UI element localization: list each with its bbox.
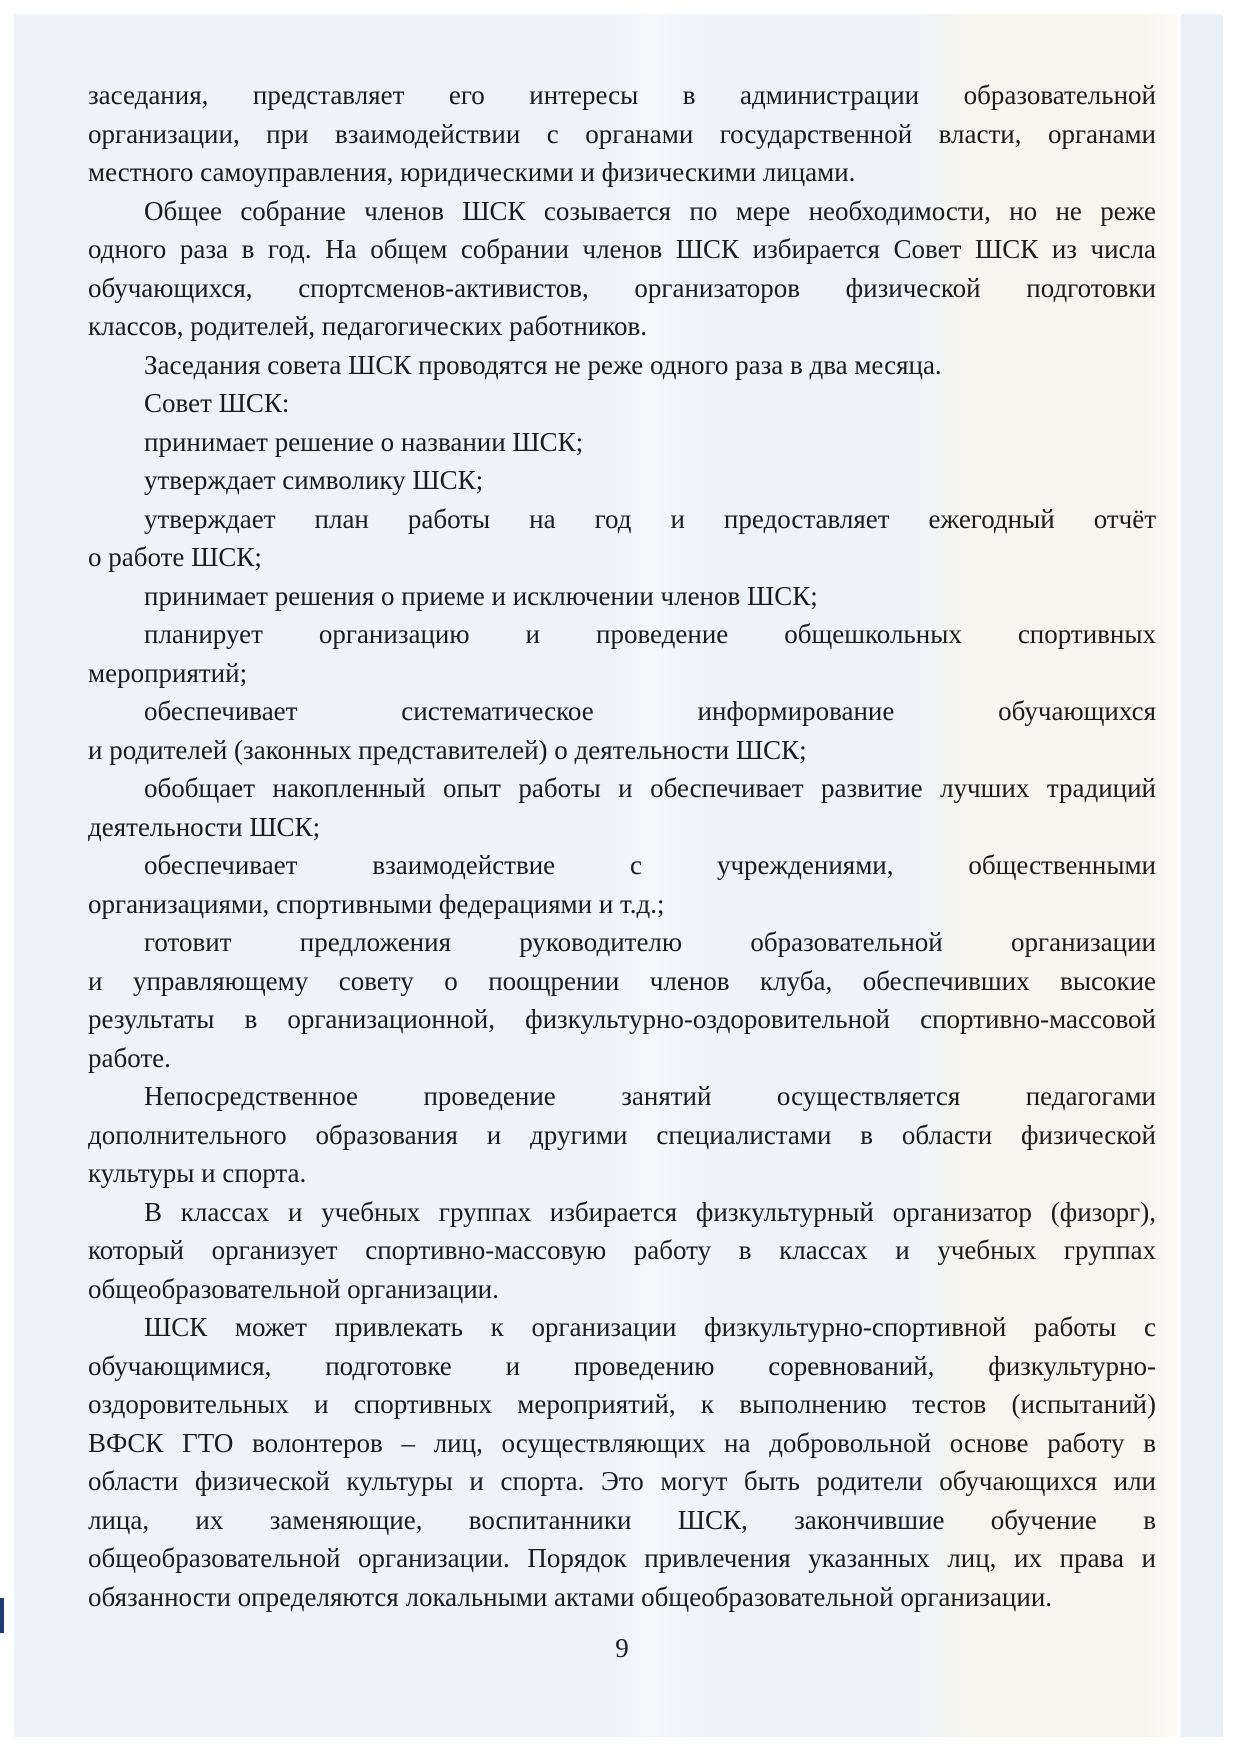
text-line: обучающихся, спортсменов-активистов, организаторов физической подготовки — [88, 272, 1156, 303]
page-number: 9 — [615, 1633, 629, 1663]
text-line: работе. — [88, 1042, 171, 1073]
text-line: оздоровительных и спортивных мероприятий, к выполнению тестов (испытаний) — [88, 1389, 1156, 1419]
text-line: утверждает план работы на год и предоставляет ежегодный отчёт — [144, 503, 1156, 534]
text-line: общеобразовательной организации. Порядок привлечения указанных лиц, их права и — [88, 1543, 1156, 1573]
text-line: готовит предложения руководителю образовательной организации — [144, 927, 1156, 957]
text-line: обучающимися, подготовке и проведению соревнований, физкультурно- — [88, 1350, 1156, 1381]
text-line: культуры и спорта. — [88, 1158, 307, 1188]
text-line: принимает решения о приеме и исключении членов ШСК; — [144, 580, 818, 611]
text-line: ШСК может привлекать к организации физкультурно-спортивной работы с — [144, 1312, 1156, 1342]
text-line: о работе ШСК; — [88, 542, 262, 572]
text-line: лица, их заменяющие, воспитанники ШСК, закончившие обучение в — [88, 1504, 1156, 1535]
text-line: организациями, спортивными федерациями и т.д.; — [88, 888, 665, 919]
text-line: обеспечивает систематическое информирование обучающихся — [144, 696, 1156, 726]
text-line: планирует организацию и проведение общешкольных спортивных — [144, 619, 1156, 649]
text-line: который организует спортивно-массовую работу в классах и учебных группах — [88, 1235, 1156, 1265]
text-line: заседания, представляет его интересы в администрации образовательной — [88, 80, 1156, 110]
text-line: обобщает накопленный опыт работы и обеспечивает развитие лучших традиций — [144, 773, 1156, 803]
text-line: Совет ШСК: — [144, 388, 290, 418]
text-line: обязанности определяются локальными актами общеобразовательной организации. — [88, 1581, 1053, 1612]
text-line: утверждает символику ШСК; — [144, 465, 484, 495]
text-line: одного раза в год. На общем собрании членов ШСК избирается Совет ШСК из числа — [88, 234, 1156, 264]
text-line: Общее собрание членов ШСК созывается по мере необходимости, но не реже — [144, 195, 1156, 226]
scan-edge-artifact — [0, 1598, 4, 1633]
text-line: общеобразовательной организации. — [88, 1273, 499, 1304]
text-line: мероприятий; — [88, 657, 248, 688]
text-line: и родителей (законных представителей) о деятельности ШСК; — [88, 734, 807, 765]
text-line: Заседания совета ШСК проводятся не реже одного раза в два месяца. — [144, 349, 942, 380]
text-line: и управляющему совету о поощрении членов клуба, обеспечивших высокие — [88, 965, 1156, 996]
text-line: обеспечивает взаимодействие с учреждениями, общественными — [144, 850, 1156, 880]
text-line: ВФСК ГТО волонтеров – лиц, осуществляющих на добровольной основе работу в — [88, 1427, 1156, 1458]
text-line: принимает решение о названии ШСК; — [144, 426, 584, 457]
text-line: Непосредственное проведение занятий осуществляется педагогами — [144, 1081, 1156, 1111]
page-text — [88, 76, 1156, 1616]
text-line: организации, при взаимодействии с органами государственной власти, органами — [88, 118, 1156, 149]
document-page — [14, 14, 1178, 1737]
text-line: результаты в организационной, физкультурно-оздоровительной спортивно-массовой — [88, 1004, 1156, 1034]
text-line: деятельности ШСК; — [88, 811, 321, 842]
text-line: местного самоуправления, юридическими и физическими лицами. — [88, 157, 856, 187]
text-line: дополнительного образования и другими специалистами в области физической — [88, 1119, 1156, 1150]
adjacent-page-edge — [1181, 14, 1223, 1737]
text-line: области физической культуры и спорта. Это могут быть родители обучающихся или — [88, 1466, 1156, 1496]
text-line: В классах и учебных группах избирается физкультурный организатор (физорг), — [144, 1196, 1156, 1227]
text-line: классов, родителей, педагогических работников. — [88, 311, 647, 341]
